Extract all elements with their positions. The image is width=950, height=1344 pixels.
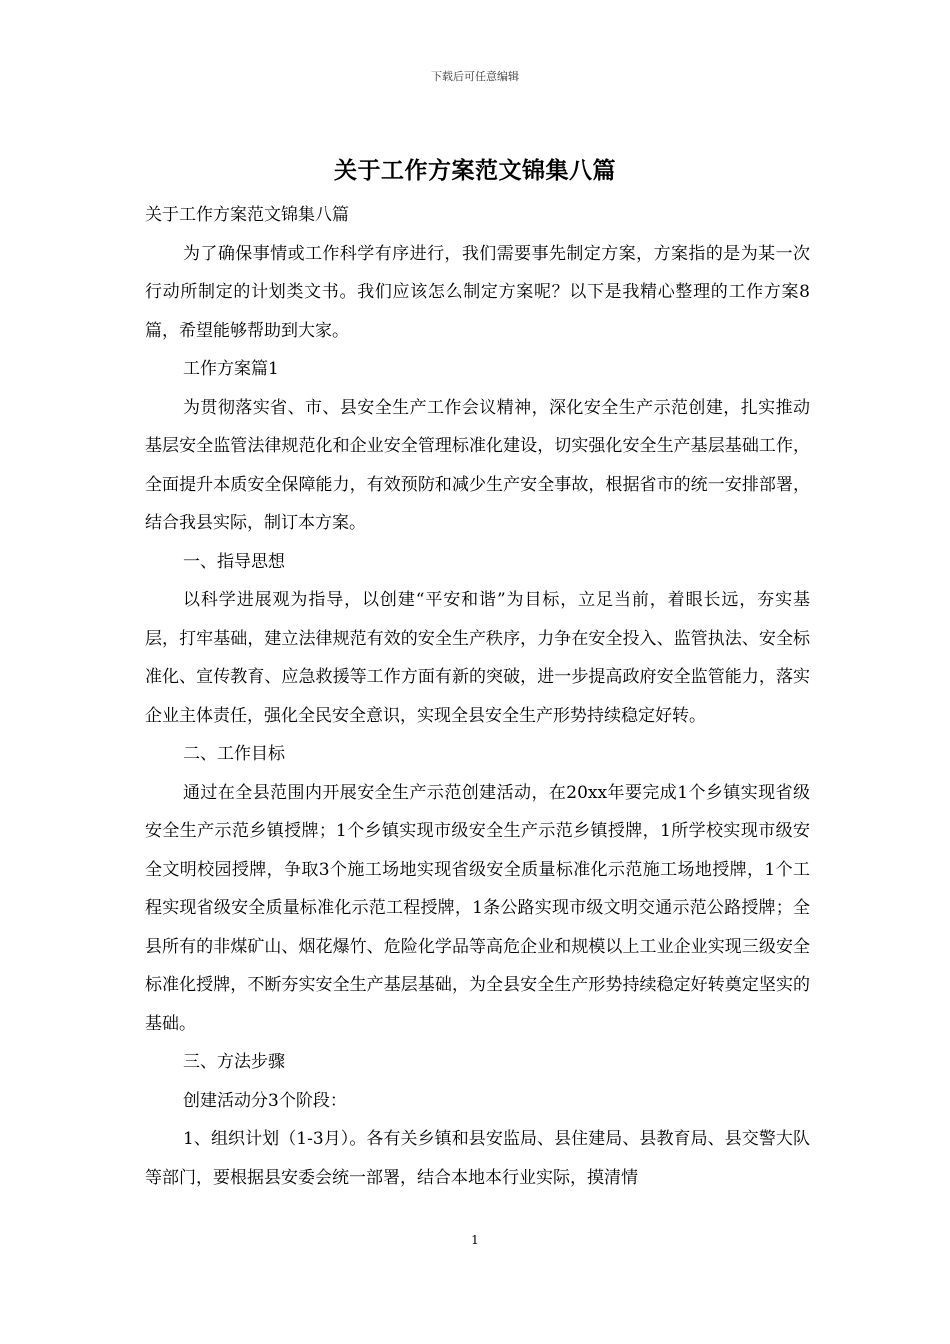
- plan-1-intro-paragraph: 为贯彻落实省、市、县安全生产工作会议精神，深化安全生产示范创建，扎实推动基层安全监管法律规范化和企业安全管理标准化建设，切实强化安全生产基层基础工作，全面提升本质安全保障能力，有效预防和减少生产安全事故，根据省市的统一安排部署，结合我县实际，制订本方案。: [145, 397, 810, 533]
- document-body: [145, 196, 810, 1197]
- guiding-thought-paragraph: 以科学进展观为指导，以创建“平安和谐”为目标，立足当前，着眼长远，夯实基层，打牢基础，建立法律规范有效的安全生产秩序，力争在安全投入、监管执法、安全标准化、宣传教育、应急救援等工作方面有新的突破，进一步提高政府安全监管能力，落实企业主体责任，强化全民安全意识，实现全县安全生产形势持续稳定好转。: [145, 590, 810, 726]
- page-number: 1: [471, 1233, 479, 1247]
- section-heading-work-goals: 二、工作目标: [183, 744, 285, 764]
- work-goals-paragraph: 通过在全县范围内开展安全生产示范创建活动，在20xx年要完成1个乡镇实现省级安全生产示范乡镇授牌；1个乡镇实现市级安全生产示范乡镇授牌，1所学校实现市级安全文明校园授牌，争取3个施工场地实现省级安全质量标准化示范施工场地授牌，1个工程实现省级安全质量标准化示范工程授牌，1条公路实现市级文明交通示范公路授牌；全县所有的非煤矿山、烟花爆竹、危险化学品等高危企业和规模以上工业企业实现三级安全标准化授牌，不断夯实安全生产基层基础，为全县安全生产形势持续稳定好转奠定坚实的基础。: [145, 782, 810, 1034]
- section-heading-method-steps: 三、方法步骤: [183, 1052, 285, 1072]
- section-heading-guiding-thought: 一、指导思想: [183, 551, 285, 572]
- header-note: 下载后可任意编辑: [431, 70, 519, 83]
- stage-1-paragraph: 1、组织计划（1-3月）。各有关乡镇和县安监局、县住建局、县教育局、县交警大队等部门，要根据县安委会统一部署，结合本地本行业实际，摸清情: [145, 1129, 810, 1188]
- stages-paragraph: 创建活动分3个阶段：: [183, 1090, 347, 1111]
- document-title: 关于工作方案范文锦集八篇: [334, 157, 616, 184]
- intro-paragraph: 为了确保事情或工作科学有序进行，我们需要事先制定方案，方案指的是为某一次行动所制定的计划类文书。我们应该怎么制定方案呢？以下是我精心整理的工作方案8篇，希望能够帮助到大家。: [145, 243, 810, 341]
- subtitle-paragraph: 关于工作方案范文锦集八篇: [145, 205, 349, 225]
- section-heading-plan-1: 工作方案篇1: [183, 359, 279, 379]
